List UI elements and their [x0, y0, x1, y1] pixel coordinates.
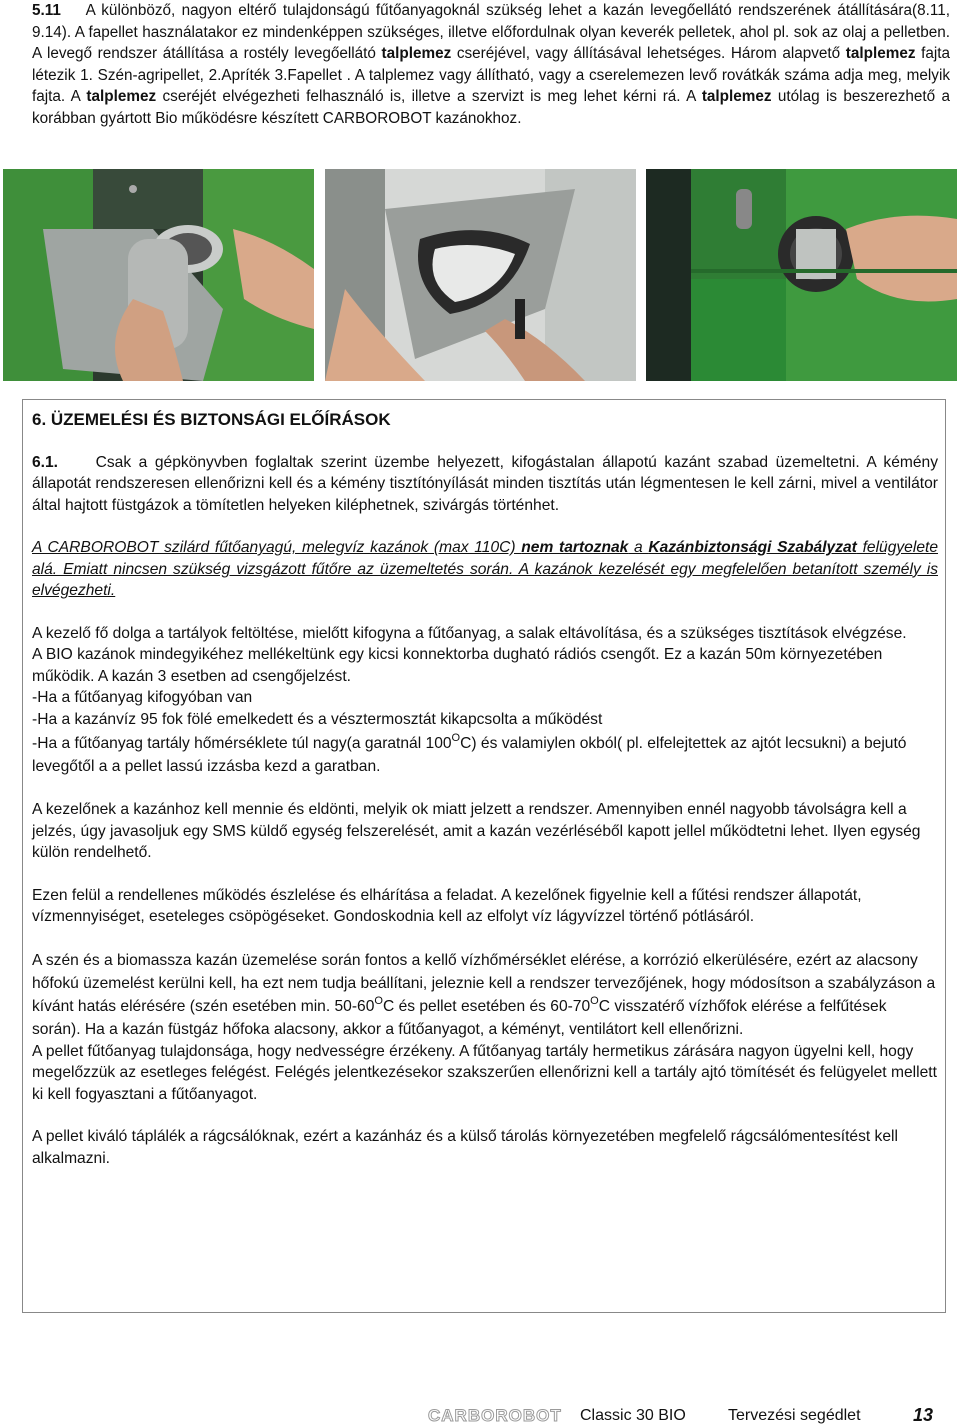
paragraph: Ezen felül a rendellenes működés észlelése és elhárítása a feladat. A kezelőnek figyelnie kell a fűtési rendszer állapotát, vízmennyiséget, eseteleges csöpögéseket. Gondoskodnia kell az elfolyt víz lágyvízzel történő pótlásáról. [32, 886, 862, 925]
text: A különböző, nagyon eltérő tulajdonságú fűtőanyagoknál szükség lehet a kazán levegőellátó rendszerének átállítására(8.11, 9.14). A fapellet használatakor ez mindenképpen szükséges, illetve előfordulnak olyan keverék pelletek, ahol pl. sok az olaj a pelletben. A levegő rendszer átállítása a rostély levegőellátó [32, 2, 950, 62]
section-heading: 6. ÜZEMELÉSI ÉS BIZTONSÁGI ELŐÍRÁSOK [32, 410, 391, 429]
degree-sup: O [451, 732, 461, 744]
section-6-box [22, 399, 946, 1313]
page-footer [0, 1405, 960, 1427]
bold-term: talplemez [845, 45, 916, 62]
paragraph: A BIO kazánok mindegyikéhez mellékeltünk egy kicsi konnektorba dugható rádiós csengőt. Ez a kazán 50m környezetében működik. A kazán 3 esetben ad csengőjelzést. [32, 646, 883, 685]
photo-boiler-front [646, 169, 957, 381]
section-5-11 [32, 0, 950, 129]
photo-strip [0, 169, 960, 381]
bold-term: talplemez [381, 45, 452, 62]
notice-bold: Kazánbiztonsági Szabályzat [648, 539, 857, 556]
text: -Ha a fűtőanyag tartály hőmérséklete túl nagy(a garatnál 100 [32, 735, 452, 752]
text: C és pellet esetében és 60-70 [382, 997, 591, 1015]
text: C visszatérő vízhőfok elérése a felfűtések során). Ha a kazán füstgáz hőfoka alacsony, akkor a fűtőanyagot, a kéményt, ventilátort kell ellenőrizni. [32, 997, 887, 1038]
notice-bold: nem tartoznak [521, 539, 629, 556]
paragraph-6-1 [32, 452, 938, 517]
bold-term: talplemez [701, 88, 772, 105]
text: cseréjével, vagy állításával lehetséges. Három alapvető [456, 45, 841, 62]
paragraph-text: Csak a gépkönyvben foglaltak szerint üzembe helyezett, kifogástalan állapotú kazánt szabad üzemeltetni. A kémény állapotát rendszeresen ellenőrizni kell és a kémény tisztítónyílását minden tisztítás után légmentesen le kell zárni, mivel a ventilátor által hajtott füstgázok a tömítetlen helyeken kiléphetnek, szivárgás történhet. [32, 453, 939, 514]
text: fajta létezik 1. Szén-agripellet, 2.Apríték 3.Fapellet . A talplemez vagy állítható, vagy a cserelemezen levő rovátkák száma adja meg, melyik fajta. A [32, 45, 951, 105]
footer-document-title: Tervezési segédlet [728, 1407, 861, 1424]
photo-air-tube [3, 169, 314, 381]
paragraph: A kezelő fő dolga a tartályok feltöltése, mielőtt kifogyna a fűtőanyag, a salak eltávolítása, és a szükséges tisztítások elvégzése. [32, 624, 907, 642]
paragraph: A pellet kiváló táplálék a rágcsálóknak, ezért a kazánház és a külső tárolás környezetében megfelelő rágcsálómentesítést kell alkalmazni. [32, 1128, 898, 1167]
notice-paragraph [32, 537, 938, 602]
list-item: -Ha a fűtőanyag kifogyóban van [32, 689, 253, 706]
footer-model: Classic 30 BIO [580, 1407, 686, 1424]
text: C) és valamiylen okból( pl. elfelejtettek az ajtót lecsukni) a bejutó levegőtől a a pellet lassú izzásba kezd a garatban. [32, 735, 907, 775]
paragraph: A pellet fűtőanyag tulajdonsága, hogy nedvességre érzékeny. A fűtőanyag tartály hermetikus zárására nagyon ügyelni kell, hogy megelőzzük az esetleges felégést. Felégés jelentkezésekor szakszerűen ellenőrizni kell a tartály ajtó tömítését és felügyelet mellett ki kell fogyasztani a fűtőanyagot. [32, 1042, 937, 1103]
paragraph: A kezelőnek a kazánhoz kell mennie és eldönti, melyik ok miatt jelzett a rendszer. Amennyiben ennél nagyobb távolságra kell a jelzés, úgy javasoljuk egy SMS küldő egység felszerelését, amit a kazán vezérléséből kapott jellel működtetni lehet. Ilyen egység külön rendelhető. [32, 801, 921, 861]
notice-text: felügyelete alá. Emiatt nincsen szükség vizsgázott fűtőre az üzemeltetés során. A kazánok kezelését egy megfelelően betanított személy is elvégezheti. [32, 539, 938, 599]
photo-grate-plate [325, 169, 636, 381]
notice-text: A CARBOROBOT szilárd fűtőanyagú, melegvíz kazánok (max 110C) [32, 539, 522, 556]
text: utólag is beszerezhető a korábban gyártott Bio működésre készített CARBOROBOT kazánokhoz. [32, 88, 951, 127]
bold-term: talplemez [86, 88, 157, 105]
text: A szén és a biomassza kazán üzemelése során fontos a kellő vízhőmérséklet elérése, a korrózió elkerülésére, ezért az alacsony hőfokú üzemelést kerülni kell, ha ezt nem tudja beállítani, jeleznie kell a rendszer tervezőjének, hogy módosítson a szabályzáson a kívánt hatás elérésére (szén esetében min. 50-60 [32, 951, 936, 1015]
page-number: 13 [913, 1405, 934, 1425]
paragraph-number: 6.1. [32, 453, 59, 471]
section-number: 5.11 [32, 2, 61, 19]
brand-logo: CARBOROBOT [428, 1406, 562, 1425]
degree-sup: O [374, 994, 383, 1007]
list-item: -Ha a kazánvíz 95 fok fölé emelkedett és a vésztermosztát kikapcsolta a működést [32, 710, 603, 728]
notice-text: a [628, 539, 649, 556]
paragraph [32, 949, 938, 1041]
list-item [32, 732, 938, 778]
degree-sup: O [590, 994, 599, 1007]
text: cseréjét elvégezheti felhasználó is, illetve a szervizt is meg lehet kérni rá. A [162, 88, 696, 105]
